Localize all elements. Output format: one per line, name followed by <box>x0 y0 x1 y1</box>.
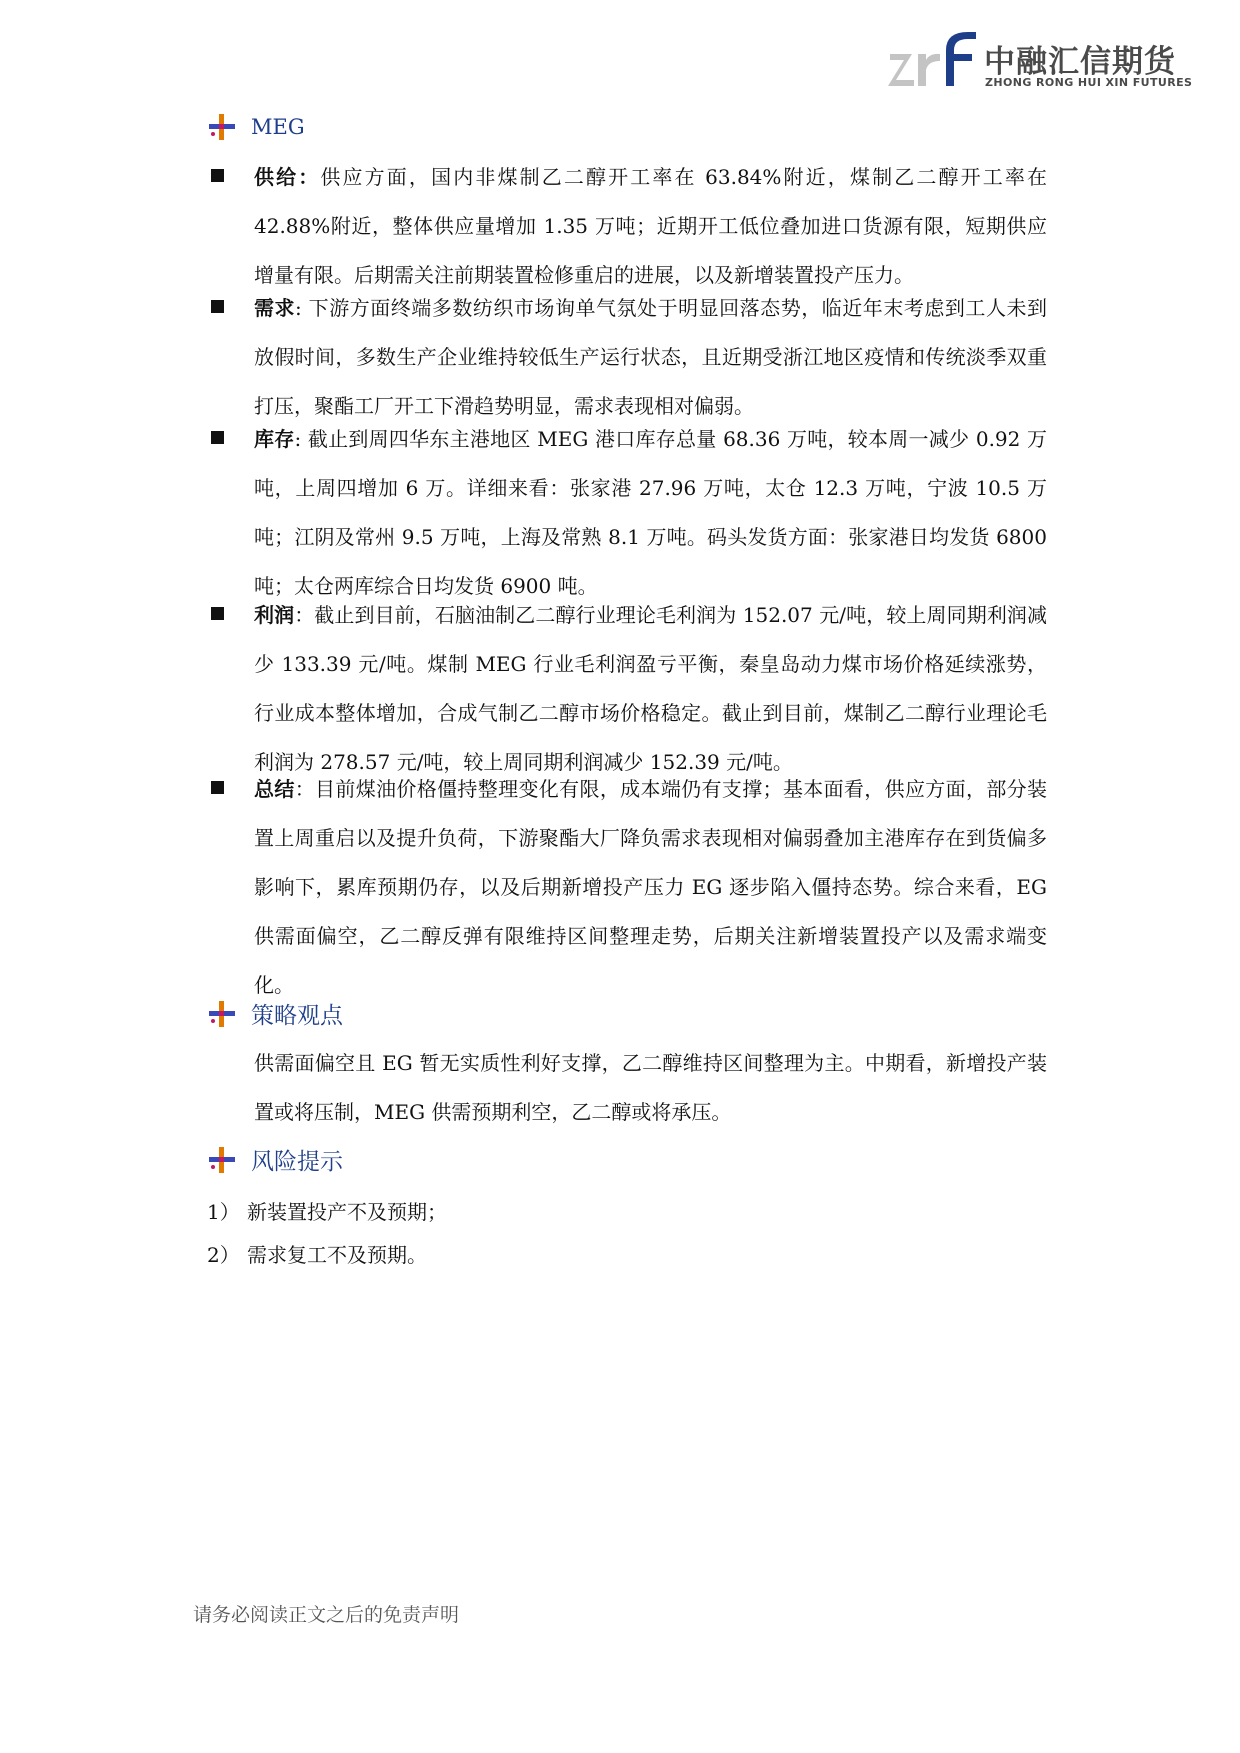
bullet-square-icon <box>211 300 224 313</box>
logo-english-name: ZHONG RONG HUI XIN FUTURES <box>985 76 1193 89</box>
risk-item <box>207 1198 447 1226</box>
plus-star-icon <box>207 999 237 1029</box>
bullet-text: ：目前煤油价格僵持整理变化有限，成本端仍有支撑；基本面看，供应方面，部分装置上周重启以及提升负荷，下游聚酯大厂降负需求表现相对偏弱叠加主港库存在到货偏多影响下，累库预期仍存，以及后期新增投产压力 EG 逐步陷入僵持态势。综合来看，EG 供需面偏空，乙二醇反弹有限维持区间整理走势，后期关注新增装置投产以及需求端变化。 <box>254 777 1048 997</box>
risk-item <box>207 1241 427 1269</box>
bullet-square-icon <box>211 169 224 182</box>
company-logo <box>888 30 1193 92</box>
bullet-text: ：截止到目前，石脑油制乙二醇行业理论毛利润为 152.07 元/吨，较上周同期利润减少 133.39 元/吨。煤制 MEG 行业毛利润盈亏平衡，秦皇岛动力煤市场价格延续涨势，行业成本整体增加，合成气制乙二醇市场价格稳定。截止到目前，煤制乙二醇行业理论毛利润为 278.57 元/吨，较上周同期利润减少 152.39 元/吨。 <box>254 603 1048 774</box>
bullet-square-icon <box>211 431 224 444</box>
bullet-square-icon <box>211 781 224 794</box>
bullet-square-icon <box>211 607 224 620</box>
risk-item-text: 新装置投产不及预期； <box>247 1200 447 1224</box>
bullet-label: 供给： <box>254 165 321 189</box>
bullet-summary <box>207 765 1047 1010</box>
footer-disclaimer: 请务必阅读正文之后的免责声明 <box>193 1604 460 1626</box>
strategy-paragraph: 供需面偏空且 EG 暂无实质性利好支撑，乙二醇维持区间整理为主。中期看，新增投产装置或将压制，MEG 供需预期利空，乙二醇或将承压。 <box>254 1051 1047 1124</box>
bullet-profit <box>207 591 1047 787</box>
bullet-inventory <box>207 415 1047 611</box>
bullet-text: 供应方面，国内非煤制乙二醇开工率在 63.84%附近，煤制乙二醇开工率在 42.88%附近，整体供应量增加 1.35 万吨；近期开工低位叠加进口货源有限，短期供应增量有限。后期需关注前期装置检修重启的进展，以及新增装置投产压力。 <box>254 165 1048 287</box>
bullet-text: : 截止到周四华东主港地区 MEG 港口库存总量 68.36 万吨，较本周一减少 0.92 万吨，上周四增加 6 万。详细来看：张家港 27.96 万吨，太仓 12.3 万吨，宁波 10.5 万吨；江阴及常州 9.5 万吨，上海及常熟 8.1 万吨。码头发货方面：张家港日均发货 6800 吨；太仓两库综合日均发货 6900 吨。 <box>254 427 1047 598</box>
bullet-label: 需求 <box>254 296 296 320</box>
section-heading-meg <box>207 112 305 142</box>
bullet-label: 利润 <box>254 603 295 627</box>
bullet-label: 总结 <box>254 777 295 801</box>
bullet-supply <box>207 153 1047 300</box>
risk-item-text: 需求复工不及预期。 <box>247 1243 427 1267</box>
logo-chinese-name: 中融汇信期货 <box>984 44 1176 80</box>
plus-star-icon <box>207 112 237 142</box>
section-title: 策略观点 <box>251 1003 343 1029</box>
section-title: MEG <box>251 115 305 139</box>
plus-star-icon <box>207 1145 237 1175</box>
bullet-label: 库存 <box>254 427 295 451</box>
zrf-logo-mark-icon <box>888 30 978 92</box>
risk-item-number: 1） <box>207 1200 240 1224</box>
section-title: 风险提示 <box>251 1149 343 1175</box>
section-heading-strategy <box>207 997 343 1030</box>
risk-item-number: 2） <box>207 1243 240 1267</box>
bullet-text: : 下游方面终端多数纺织市场询单气氛处于明显回落态势，临近年末考虑到工人未到放假时间，多数生产企业维持较低生产运行状态，且近期受浙江地区疫情和传统淡季双重打压，聚酯工厂开工下滑趋势明显，需求表现相对偏弱。 <box>254 296 1047 418</box>
section-heading-risk <box>207 1143 343 1176</box>
bullet-demand <box>207 284 1047 431</box>
